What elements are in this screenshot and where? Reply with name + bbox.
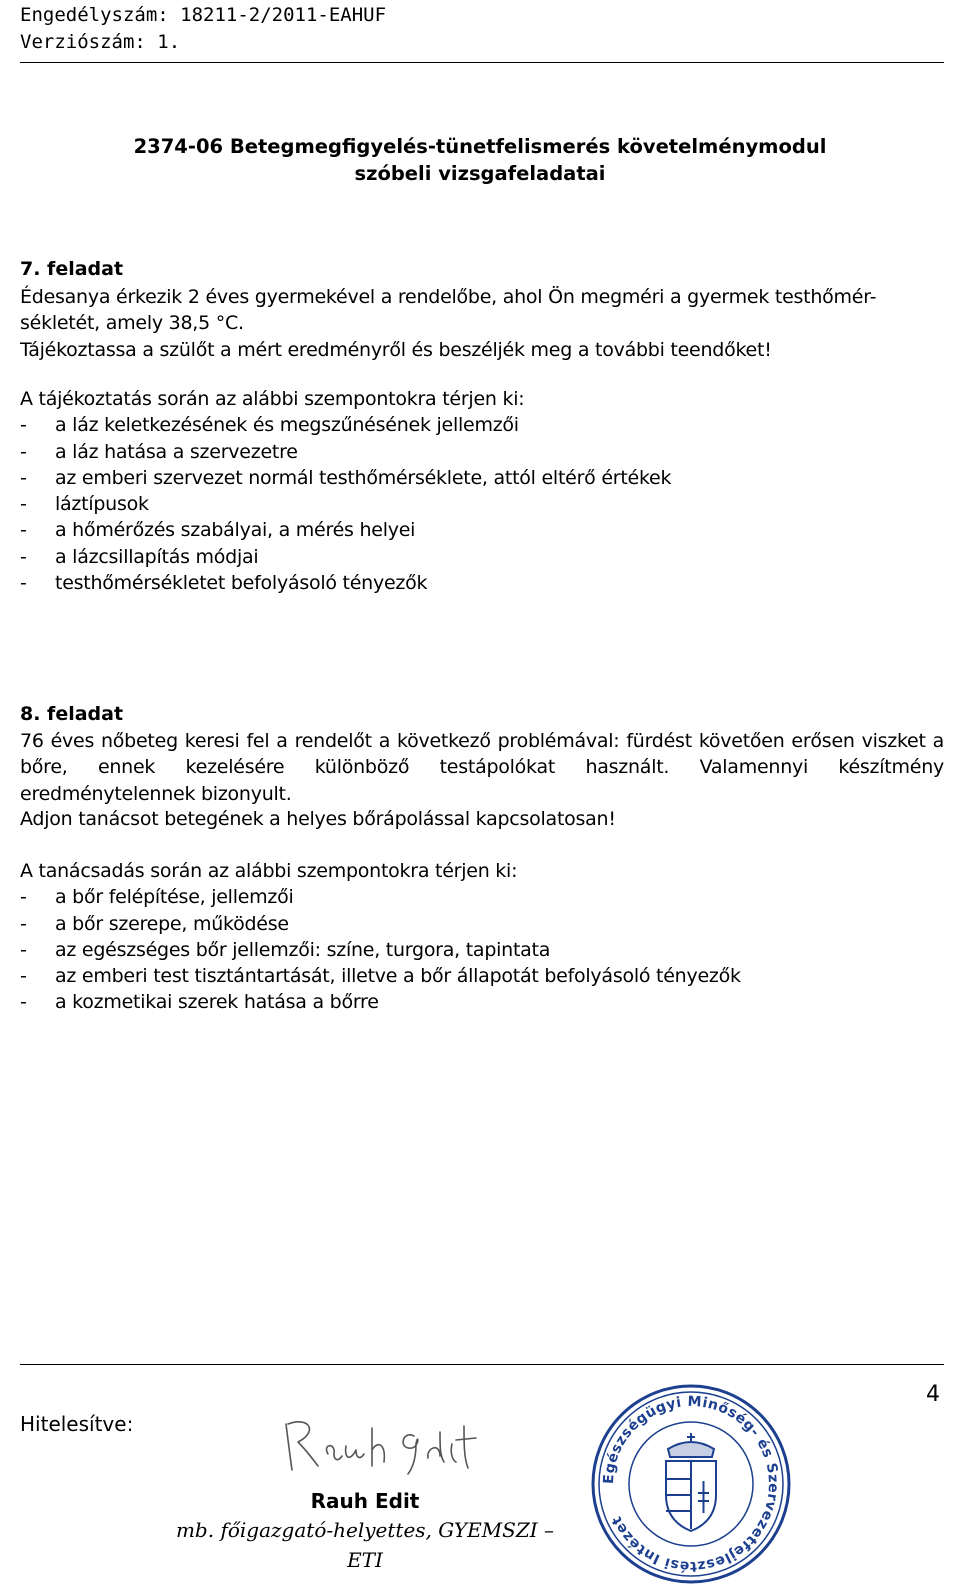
official-seal (590, 1383, 792, 1585)
task-8-intro: 76 éves nőbeteg keresi fel a rendelőt a következő problémával: fürdést követően erősen viszket a bőre, ennek kezelésére különböző testápolókat használt. Valamennyi készítmény eredménytelennek bizonyult. (20, 730, 944, 805)
list-item-text: a bőr szerepe, működése (55, 912, 289, 935)
list-item (20, 517, 944, 543)
signer-block (170, 1487, 560, 1575)
title-line-2: szóbeli vizsgafeladatai (354, 162, 606, 185)
list-item-text: a láz hatása a szervezetre (55, 440, 298, 463)
license-number: Engedélyszám: 18211-2/2011-EAHUF (20, 4, 387, 26)
document-header (20, 2, 386, 56)
list-item-text: testhőmérsékletet befolyásoló tényezők (55, 572, 428, 595)
task-8-points (20, 858, 944, 1016)
task-7-lead: A tájékoztatás során az alábbi szempontokra térjen ki: (20, 388, 525, 410)
signer-role: mb. főigazgató-helyettes, GYEMSZI – ETI (175, 1518, 555, 1572)
list-item-text: az emberi szervezet normál testhőmérséklete, attól eltérő értékek (55, 466, 672, 489)
list-item (20, 937, 944, 963)
task-7-title: 7. feladat (20, 258, 124, 280)
task-7-points (20, 386, 944, 596)
certified-label: Hitelesítve: (20, 1412, 134, 1436)
list-marker: - (20, 938, 27, 961)
task-7-intro-line: Édesanya érkezik 2 éves gyermekével a rendelőbe, ahol Ön megméri a gyermek testhőmér- (20, 286, 877, 308)
task-8-lead: A tanácsadás során az alábbi szempontokra térjen ki: (20, 860, 518, 882)
list-item (20, 412, 944, 438)
task-8-title: 8. feladat (20, 703, 124, 725)
list-item-text: láztípusok (55, 493, 149, 516)
list-item (20, 570, 944, 596)
list-marker: - (20, 545, 27, 568)
list-item (20, 465, 944, 491)
list-marker: - (20, 440, 27, 463)
list-item (20, 884, 944, 910)
header-divider (20, 62, 944, 63)
list-item (20, 963, 944, 989)
list-marker: - (20, 965, 27, 988)
task-7-intro-line: Tájékoztassa a szülőt a mért eredményről és beszéljék meg a további teendőket! (20, 338, 772, 361)
list-marker: - (20, 493, 27, 516)
list-marker: - (20, 572, 27, 595)
list-item (20, 911, 944, 937)
list-item (20, 439, 944, 465)
list-item (20, 989, 944, 1015)
list-item (20, 491, 944, 517)
page-number: 4 (926, 1382, 940, 1407)
list-marker: - (20, 414, 27, 437)
signer-name: Rauh Edit (310, 1489, 420, 1513)
handwritten-signature (280, 1410, 480, 1482)
version-number: Verziószám: 1. (20, 31, 181, 53)
document-title (20, 133, 940, 187)
list-item-text: a hőmérőzés szabályai, a mérés helyei (55, 519, 416, 542)
title-line-1: 2374-06 Betegmegfigyelés-tünetfelismerés követelménymodul (133, 135, 827, 158)
task-7-intro-line: sékletét, amely 38,5 °C. (20, 312, 244, 335)
list-marker: - (20, 519, 27, 542)
list-marker: - (20, 466, 27, 489)
list-item (20, 544, 944, 570)
list-marker: - (20, 886, 27, 909)
list-item-text: az egészséges bőr jellemzői: színe, turgora, tapintata (55, 938, 551, 961)
list-item-text: a lázcsillapítás módjai (55, 545, 259, 568)
list-item-text: a kozmetikai szerek hatása a bőrre (55, 991, 379, 1014)
list-marker: - (20, 991, 27, 1014)
list-item-text: a bőr felépítése, jellemzői (55, 886, 294, 909)
list-marker: - (20, 912, 27, 935)
seal-text: Egészségügyi Minőség- és Szervezetfejlesztési Intézet (600, 1393, 782, 1575)
task-8-instruction: Adjon tanácsot betegének a helyes bőrápolással kapcsolatosan! (20, 808, 616, 830)
list-item-text: az emberi test tisztántartását, illetve a bőr állapotát befolyásoló tényezők (55, 965, 741, 988)
footer-divider (20, 1364, 944, 1365)
list-item-text: a láz keletkezésének és megszűnésének jellemzői (55, 414, 519, 437)
task-7-intro (20, 284, 944, 363)
